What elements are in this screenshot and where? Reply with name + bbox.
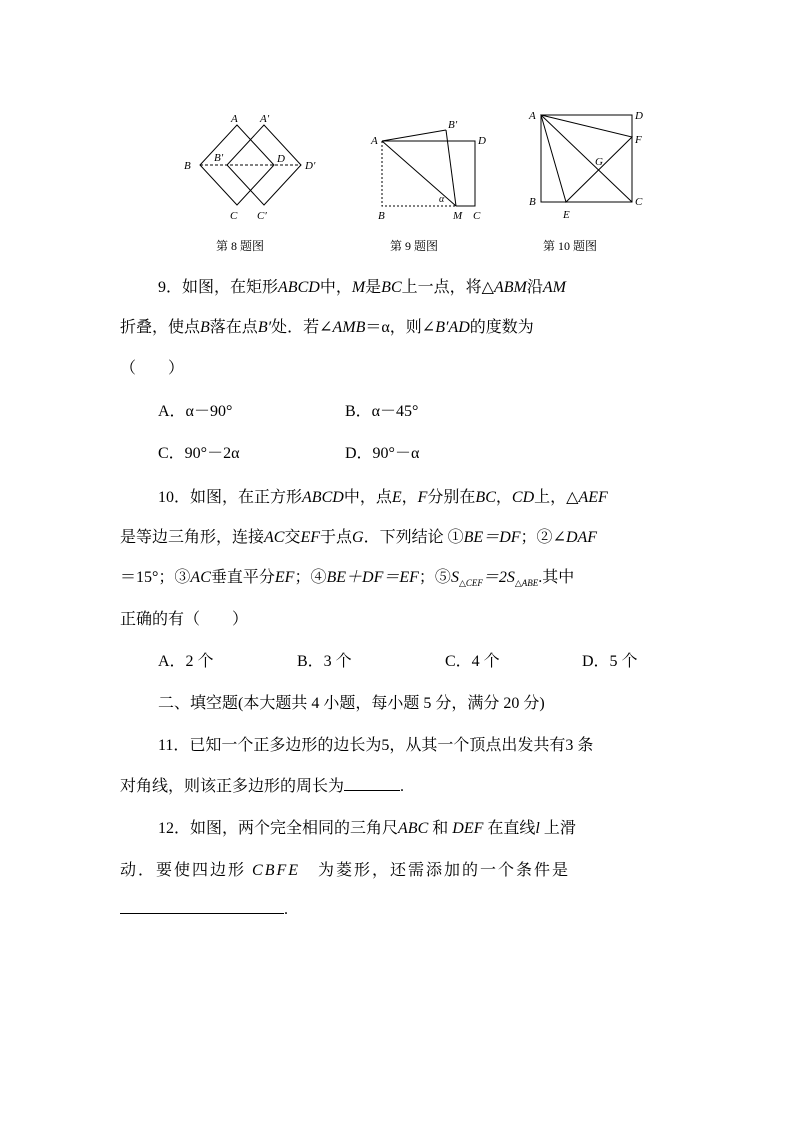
- fig8-label-d1: D′: [305, 160, 316, 172]
- q9-option-d[interactable]: D．90°－α: [345, 445, 420, 462]
- q10-option-c[interactable]: C．4 个: [445, 653, 500, 670]
- fig8-label-c: C: [230, 210, 238, 222]
- figure-10-caption: 第 10 题图: [543, 239, 598, 253]
- fig9-fold-am: [382, 141, 456, 206]
- q10-line-1: 10．如图，在正方形ABCD中，点E，F分别在BC，CD上，△AEF: [158, 489, 608, 506]
- q11-line-1: 11．已知一个正多边形的边长为5，从其一个顶点出发共有3 条: [158, 737, 594, 754]
- figure-9-caption: 第 9 题图: [390, 239, 439, 253]
- q10-option-a[interactable]: A．2 个: [158, 653, 214, 670]
- fig8-square-shifted: [227, 125, 301, 205]
- fig8-label-a: A: [231, 113, 238, 125]
- q12-line-2: 动．要使四边形 CBFE 为菱形，还需添加的一个条件是: [120, 862, 571, 879]
- q12-line-1: 12．如图，两个完全相同的三角尺ABC 和 DEF 在直线l 上滑: [158, 820, 576, 837]
- fig8-label-b1: B′: [214, 152, 224, 164]
- fig9-label-alpha: α: [439, 194, 445, 205]
- figure-10: [525, 105, 655, 220]
- q10-line-3: ＝15°；③AC垂直平分EF；④BE＋DF＝EF；$⑤S_{\triangle CEF}=2S_{\triangle ABE}$.其中: [120, 569, 575, 589]
- fig10-label-g: G: [595, 156, 603, 168]
- fig8-label-d: D: [277, 153, 285, 165]
- fig10-label-b: B: [529, 196, 536, 208]
- figure-9: [362, 110, 492, 225]
- q9-option-b[interactable]: B．α－45°: [345, 403, 419, 420]
- fig8-label-c1: C′: [257, 210, 267, 222]
- fig10-label-a: A: [529, 110, 536, 122]
- q9-answer-paren: （ ）: [120, 360, 185, 377]
- fig9-label-a: A: [371, 135, 378, 147]
- q10-line-2: 是等边三角形，连接AC交EF于点G．下列结论 ①BE＝DF；②∠DAF: [120, 529, 598, 546]
- q9-line-1: 9．如图，在矩形ABCD中，M是BC上一点，将△ABM沿AM: [158, 279, 566, 296]
- fig9-label-d: D: [478, 135, 486, 147]
- fig10-label-c: C: [635, 196, 643, 208]
- fig8-label-b: B: [184, 160, 191, 172]
- fig9-label-m: M: [453, 210, 463, 222]
- q9-line-2: 折叠，使点B落在点B′处．若∠AMB＝α，则∠B′AD的度数为: [120, 319, 534, 336]
- q11-answer-blank[interactable]: [344, 776, 400, 791]
- q10-option-b[interactable]: B．3 个: [297, 653, 352, 670]
- fig10-diagonal-ac: [541, 115, 632, 202]
- figure-8-caption: 第 8 题图: [216, 239, 265, 253]
- fig10-label-e: E: [563, 209, 570, 220]
- fig10-label-d: D: [635, 110, 643, 122]
- q12-line-3: .: [120, 899, 288, 919]
- q12-answer-blank[interactable]: [120, 899, 284, 914]
- q10-option-d[interactable]: D．5 个: [582, 653, 638, 670]
- q9-option-c[interactable]: C．90°－2α: [158, 445, 240, 462]
- fig9-ab1: [382, 130, 446, 141]
- fig9-label-b1: B′: [448, 119, 458, 131]
- section-2-title: 二、填空题(本大题共 4 小题，每小题 5 分，满分 20 分): [158, 695, 545, 712]
- fig8-label-a1: A′: [260, 113, 270, 125]
- fig10-label-f: F: [635, 134, 642, 146]
- q9-option-a[interactable]: A．α－90°: [158, 403, 233, 420]
- figure-8: [178, 110, 328, 225]
- fig9-label-b: B: [378, 210, 385, 222]
- q10-line-4: 正确的有（ ）: [120, 611, 249, 628]
- fig9-label-c: C: [473, 210, 481, 222]
- fig9-rect-top-right: [382, 141, 475, 206]
- q11-line-2: 对角线，则该正多边形的周长为 .: [120, 778, 405, 795]
